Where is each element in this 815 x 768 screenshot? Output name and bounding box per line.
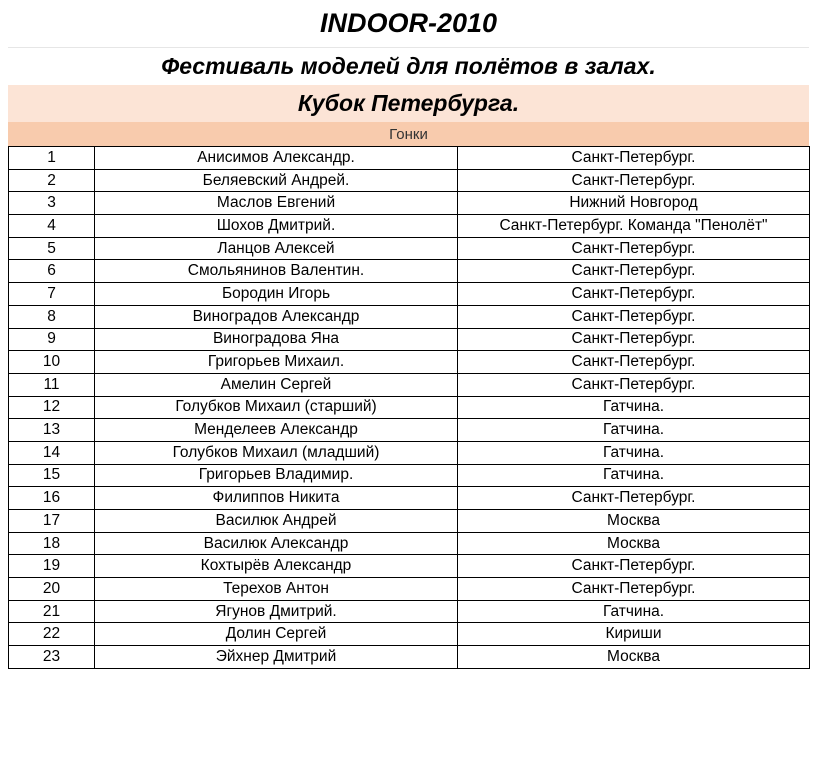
row-number: 2 [9,169,95,192]
table-row [9,464,810,487]
participant-city: Гатчина. [458,441,810,464]
participant-city: Санкт-Петербург. Команда "Пенолёт" [458,215,810,238]
participant-name: Амелин Сергей [95,373,458,396]
row-number: 22 [9,623,95,646]
table-row [9,646,810,669]
table-row [9,578,810,601]
table-row [9,305,810,328]
participant-name: Василюк Александр [95,532,458,555]
table-row [9,487,810,510]
cup-title: Кубок Петербурга. [8,85,809,122]
table-row [9,328,810,351]
participant-name: Ягунов Дмитрий. [95,600,458,623]
participant-city: Санкт-Петербург. [458,373,810,396]
participant-name: Анисимов Александр. [95,147,458,170]
row-number: 8 [9,305,95,328]
row-number: 19 [9,555,95,578]
row-number: 13 [9,419,95,442]
participant-name: Терехов Антон [95,578,458,601]
row-number: 5 [9,237,95,260]
participant-name: Ланцов Алексей [95,237,458,260]
table-row [9,260,810,283]
participant-city: Москва [458,646,810,669]
participant-city: Санкт-Петербург. [458,351,810,374]
participant-name: Филиппов Никита [95,487,458,510]
participant-city: Санкт-Петербург. [458,328,810,351]
row-number: 12 [9,396,95,419]
table-row [9,147,810,170]
row-number: 10 [9,351,95,374]
table-row [9,441,810,464]
row-number: 17 [9,510,95,533]
row-number: 18 [9,532,95,555]
participant-name: Виноградов Александр [95,305,458,328]
participant-city: Санкт-Петербург. [458,487,810,510]
participant-name: Долин Сергей [95,623,458,646]
participant-city: Гатчина. [458,464,810,487]
row-number: 14 [9,441,95,464]
row-number: 7 [9,283,95,306]
participant-city: Санкт-Петербург. [458,169,810,192]
participant-city: Москва [458,532,810,555]
participant-city: Санкт-Петербург. [458,147,810,170]
row-number: 20 [9,578,95,601]
participant-name: Кохтырёв Александр [95,555,458,578]
table-row [9,555,810,578]
row-number: 4 [9,215,95,238]
participant-city: Гатчина. [458,419,810,442]
row-number: 15 [9,464,95,487]
spreadsheet-sheet [8,0,809,669]
participant-name: Василюк Андрей [95,510,458,533]
competition-class: Гонки [8,122,809,146]
table-row [9,351,810,374]
row-number: 1 [9,147,95,170]
table-row [9,419,810,442]
table-row [9,532,810,555]
table-row [9,510,810,533]
row-number: 6 [9,260,95,283]
row-number: 11 [9,373,95,396]
participant-city: Санкт-Петербург. [458,578,810,601]
table-row [9,237,810,260]
participant-city: Нижний Новгород [458,192,810,215]
table-row [9,623,810,646]
participant-name: Голубков Михаил (старший) [95,396,458,419]
participant-city: Санкт-Петербург. [458,237,810,260]
participant-name: Голубков Михаил (младший) [95,441,458,464]
participant-name: Шохов Дмитрий. [95,215,458,238]
participant-name: Бородин Игорь [95,283,458,306]
row-number: 16 [9,487,95,510]
participant-name: Смольянинов Валентин. [95,260,458,283]
table-row [9,373,810,396]
table-row [9,169,810,192]
table-row [9,215,810,238]
participant-city: Кириши [458,623,810,646]
participants-table [8,146,810,669]
event-subtitle: Фестиваль моделей для полётов в залах. [161,53,656,79]
participant-city: Гатчина. [458,396,810,419]
participant-name: Маслов Евгений [95,192,458,215]
participant-name: Эйхнер Дмитрий [95,646,458,669]
participant-name: Менделеев Александр [95,419,458,442]
event-title: INDOOR-2010 [8,0,809,48]
participant-name: Григорьев Михаил. [95,351,458,374]
participant-city: Гатчина. [458,600,810,623]
table-row [9,192,810,215]
row-number: 23 [9,646,95,669]
table-row [9,600,810,623]
participant-city: Санкт-Петербург. [458,283,810,306]
participant-name: Григорьев Владимир. [95,464,458,487]
participant-name: Беляевский Андрей. [95,169,458,192]
participant-city: Санкт-Петербург. [458,260,810,283]
table-row [9,283,810,306]
row-number: 3 [9,192,95,215]
participant-city: Санкт-Петербург. [458,305,810,328]
row-number: 21 [9,600,95,623]
table-row [9,396,810,419]
participant-city: Санкт-Петербург. [458,555,810,578]
row-number: 9 [9,328,95,351]
participant-name: Виноградова Яна [95,328,458,351]
participant-city: Москва [458,510,810,533]
